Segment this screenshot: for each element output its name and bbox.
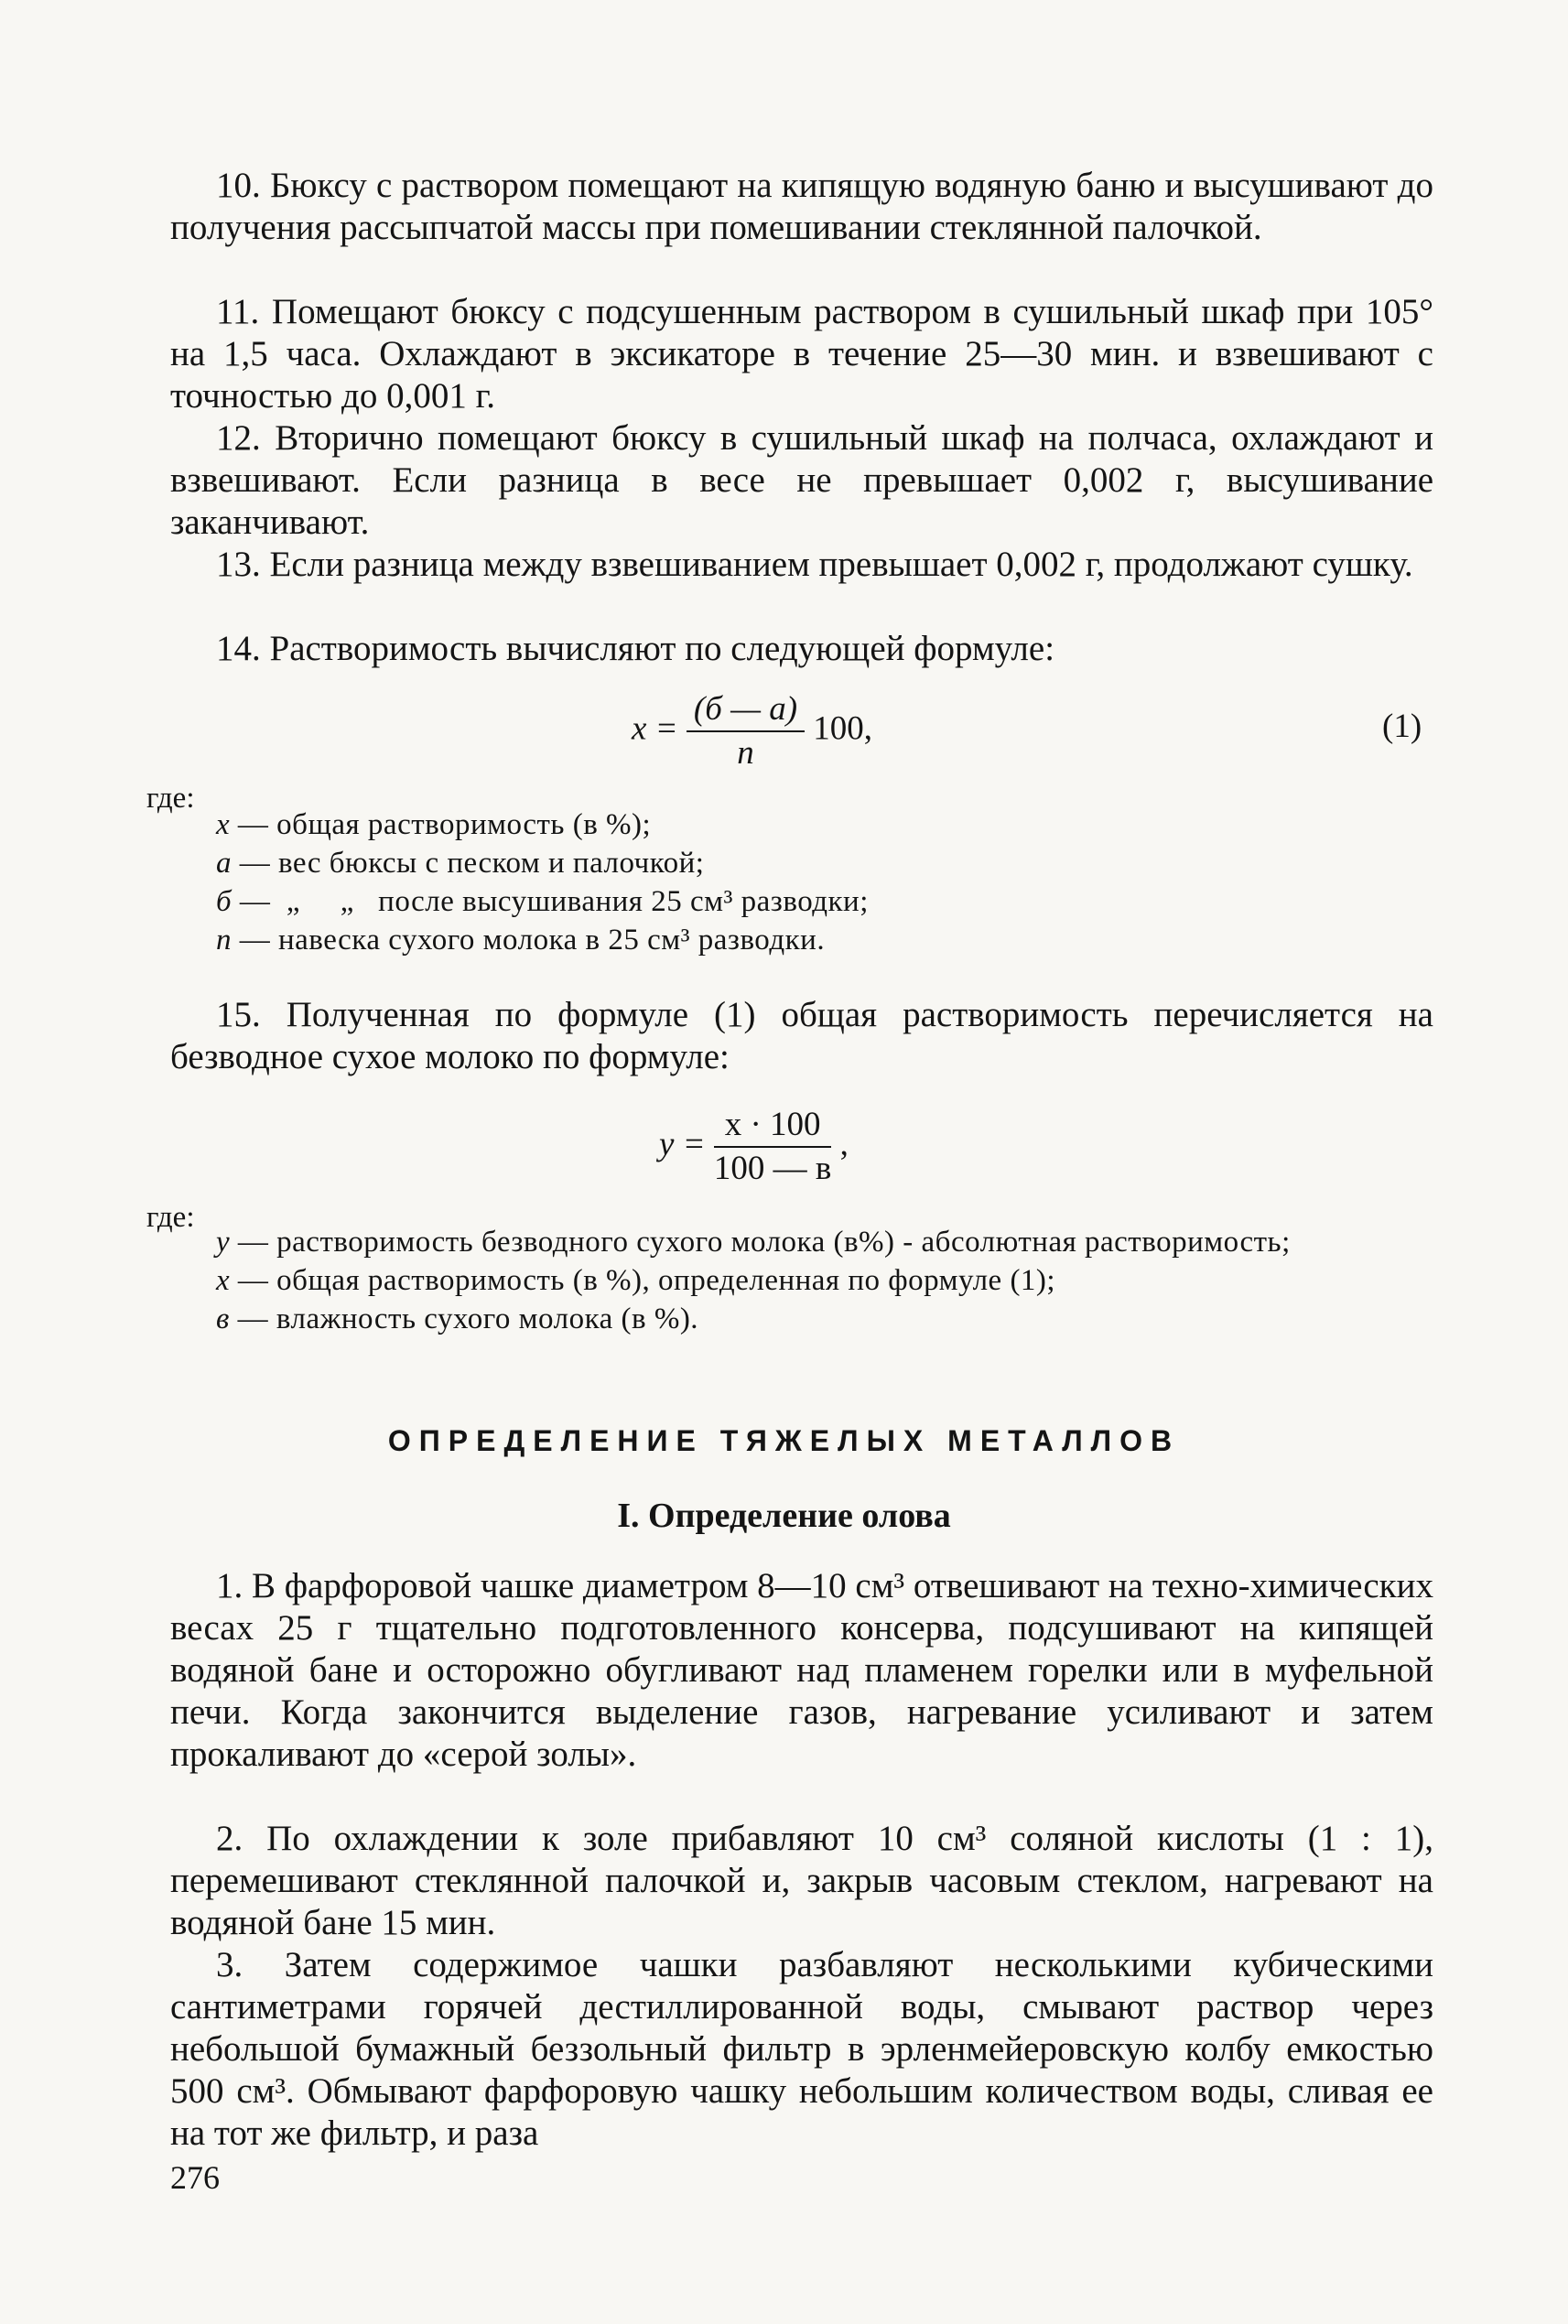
paragraph-14: 14. Растворимость вычисляют по следующей формуле: bbox=[216, 629, 1055, 668]
where-label-2: где: bbox=[146, 1201, 195, 1234]
formula-1 bbox=[632, 688, 872, 774]
formula-1-multiplier: 100, bbox=[813, 709, 873, 748]
formula-1-denominator: n bbox=[737, 734, 754, 772]
section-title: ОПРЕДЕЛЕНИЕ ТЯЖЕЛЫХ МЕТАЛЛОВ bbox=[387, 1424, 1181, 1457]
definition-y: y — растворимость безводного сухого молока (в%) - абсолютная растворимость; bbox=[216, 1226, 1291, 1259]
definition-n: n — навеска сухого молока в 25 см³ разводки. bbox=[216, 924, 826, 957]
paragraph-tin-1: 1. В фарфоровой чашке диаметром 8—10 см³ отвешивают на техно-химических весах 25 г тщательно подготовленного консерва, подсушивают на кипящей водяной бане и осторожно обугливают над пламенем горелки или в муфельной печи. Когда закончится выделение газов, нагревание усиливают и затем прокаливают до «серой золы». bbox=[170, 1566, 1433, 1774]
paragraph-11: 11. Помещают бюксу с подсушенным раствором в сушильный шкаф при 105° на 1,5 часа. Охлаждают в эксикаторе в течение 25—30 мин. и взвешивают с точностью до 0,001 г. bbox=[170, 292, 1433, 416]
where-label-1: где: bbox=[146, 782, 195, 815]
paragraph-15: 15. Полученная по формуле (1) общая растворимость перечисляется на безводное сухое молоко по формуле: bbox=[170, 995, 1433, 1076]
definition-b: б — „ „ после высушивания 25 см³ разводки; bbox=[216, 885, 869, 918]
formula-2-trail: , bbox=[839, 1125, 849, 1163]
definition-x: x — общая растворимость (в %); bbox=[216, 808, 652, 841]
paragraph-tin-3: 3. Затем содержимое чашки разбавляют несколькими кубическими сантиметрами горячей дестиллированной воды, смывают раствор через небольшой бумажный беззольный фильтр в эрленмейеровскую колбу емкостью 500 см³. Обмывают фарфоровую чашку небольшим количеством воды, сливая ее на тот же фильтр, и раза bbox=[170, 1945, 1433, 2153]
formula-2-lhs: y = bbox=[659, 1125, 706, 1163]
formula-1-number: (1) bbox=[1382, 708, 1422, 745]
paragraph-10: 10. Бюксу с раствором помещают на кипящую водяную баню и высушивают до получения рассыпчатой массы при помешивании стеклянной палочкой. bbox=[170, 166, 1433, 247]
formula-2-numerator: x · 100 bbox=[714, 1104, 831, 1148]
paragraph-12: 12. Вторично помещают бюксу в сушильный шкаф на полчаса, охлаждают и взвешивают. Если разница в весе не превышает 0,002 г, высушивание заканчивают. bbox=[170, 418, 1433, 542]
formula-2 bbox=[659, 1104, 849, 1190]
formula-1-lhs: x = bbox=[632, 709, 678, 748]
definition-v: в — влажность сухого молока (в %). bbox=[216, 1303, 699, 1335]
subsection-title: I. Определение олова bbox=[617, 1497, 951, 1535]
definition-x-2: x — общая растворимость (в %), определенная по формуле (1); bbox=[216, 1264, 1056, 1297]
formula-1-numerator: (б — а) bbox=[687, 688, 805, 732]
formula-2-fraction bbox=[714, 1104, 831, 1190]
paragraph-tin-2: 2. По охлаждении к золе прибавляют 10 см³ соляной кислоты (1 : 1), перемешивают стеклянной палочкой и, закрыв часовым стеклом, нагревают на водяной бане 15 мин. bbox=[170, 1819, 1433, 1942]
definitions-list-2 bbox=[216, 1223, 1433, 1338]
definition-a: a — вес бюксы с песком и палочкой; bbox=[216, 847, 705, 880]
page-number: 276 bbox=[170, 2159, 220, 2196]
definitions-list-1 bbox=[216, 805, 1433, 959]
formula-2-denominator: 100 — в bbox=[713, 1150, 832, 1187]
formula-1-fraction bbox=[687, 688, 805, 774]
paragraph-13: 13. Если разница между взвешиванием превышает 0,002 г, продолжают сушку. bbox=[216, 545, 1413, 584]
